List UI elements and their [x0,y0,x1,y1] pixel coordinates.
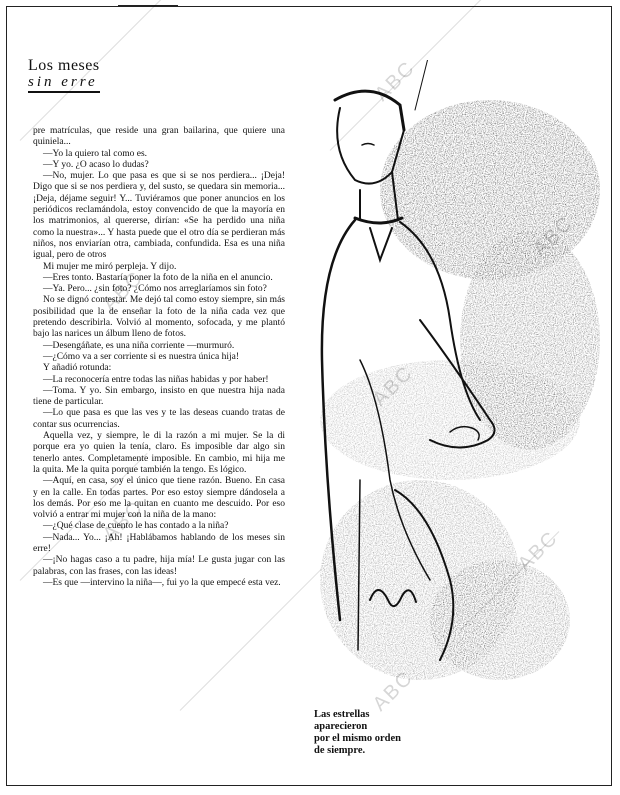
caption-line: aparecieron [314,721,368,732]
top-rule [118,5,178,7]
abc-watermark: ABC [368,666,418,716]
illustration-caption [314,709,454,757]
illustration-woman-sketch [300,60,600,700]
header-line-2: sin erre [28,74,100,93]
paragraph: —Yo la quiero tal como es. [43,148,148,159]
paragraph: Mi mujer me miró perpleja. Y dijo. [43,261,177,272]
paragraph: —Y yo. ¿O acaso lo dudas? [43,159,149,170]
abc-watermark: ABC [368,361,418,411]
paragraph: —No, mujer. Lo que pasa es que si se nos perdiera... ¡Deja! Digo que si se nos perdiera y, del susto, se quedara sin memoria... ¡Deja, déjame seguir! Y... Tuviéramos que poner anuncios en los periódicos reclamándola, estoy convencido de que la mayoría en los matrimonios, al quererse, dirían: «Se ha perdido una niña como la nuestra»... Y hasta puede que el otro día se perdieran más niños, nos enviarían otra, cambiada, confundida. Esa es una niña igual, pero de otros [33,171,285,261]
paragraph: —Toma. Y yo. Sin embargo, insisto en que nuestra hija nada tiene de particular. [33,385,285,408]
paragraph: —Ya. Pero... ¿sin foto? ¿Cómo nos arreglaríamos sin foto? [43,284,267,295]
paragraph: —¿Cómo va a ser corriente si es nuestra única hija! [43,351,239,362]
abc-watermark: ABC [98,266,148,316]
caption-line: de siempre. [314,745,366,756]
paragraph: —Desengáñate, es una niña corriente —murmuró. [43,340,235,351]
paragraph: —Aquí, en casa, soy el único que tiene razón. Bueno. En casa y en la calle. En todas partes. Por eso estoy siempre dándosela a los demás. Por eso me la quitan en cuanto me descuido. Por eso volvió a entrar mi mujer con la niña de la mano: [33,476,285,521]
paragraph: —Es que —intervino la niña—, fui yo la que empecé esta vez. [43,577,281,588]
caption-line: por el mismo orden [314,733,402,744]
paragraph: —Nada... Yo... ¡Ah! ¡Hablábamos hablando de los meses sin erre! [33,532,285,554]
abc-watermark: ABC [98,496,148,546]
paragraph: —Lo que pasa es que las ves y te las deseas cuando tratas de contar sus ocurrencias. [33,408,285,430]
abc-watermark: ABC [513,526,563,576]
header-line-1: Los meses [28,57,100,74]
caption-line: Las estrellas [314,709,370,720]
paragraph: pre matrículas, que reside una gran bailarina, que quiere una quiniela... [33,126,285,148]
abc-watermark: ABC [370,56,420,106]
paragraph: Y añadió rotunda: [43,363,112,374]
paragraph: Aquella vez, y siempre, le di la razón a mi mujer. Se la di porque era yo quien la tenía, claro. Es imposible dar algo sin tenerlo antes. Completamente imposible. En cambio, mi hija me la quita. Me la quita porque también la tengo. Es lógico. [33,431,285,475]
paragraph: —Eres tonto. Bastaría poner la foto de la niña en el anuncio. [43,272,273,283]
article-body [33,126,285,589]
paragraph: —La reconocería entre todas las niñas habidas y por haber! [43,374,269,385]
paragraph: —¿Qué clase de cuento le has contado a la niña? [43,521,229,532]
paragraph: No se dignó contestar. Me dejó tal como estoy siempre, sin más posibilidad que la de enseñar la foto de la niña cada vez que pretendo describirla. Volvió al momento, sofocada, y me plantó bajo las narices un álbum lleno de fotos. [33,295,285,340]
paragraph: —¡No hagas caso a tu padre, hija mía! Le gusta jugar con las palabras, con las frases, con las ideas! [33,555,285,577]
